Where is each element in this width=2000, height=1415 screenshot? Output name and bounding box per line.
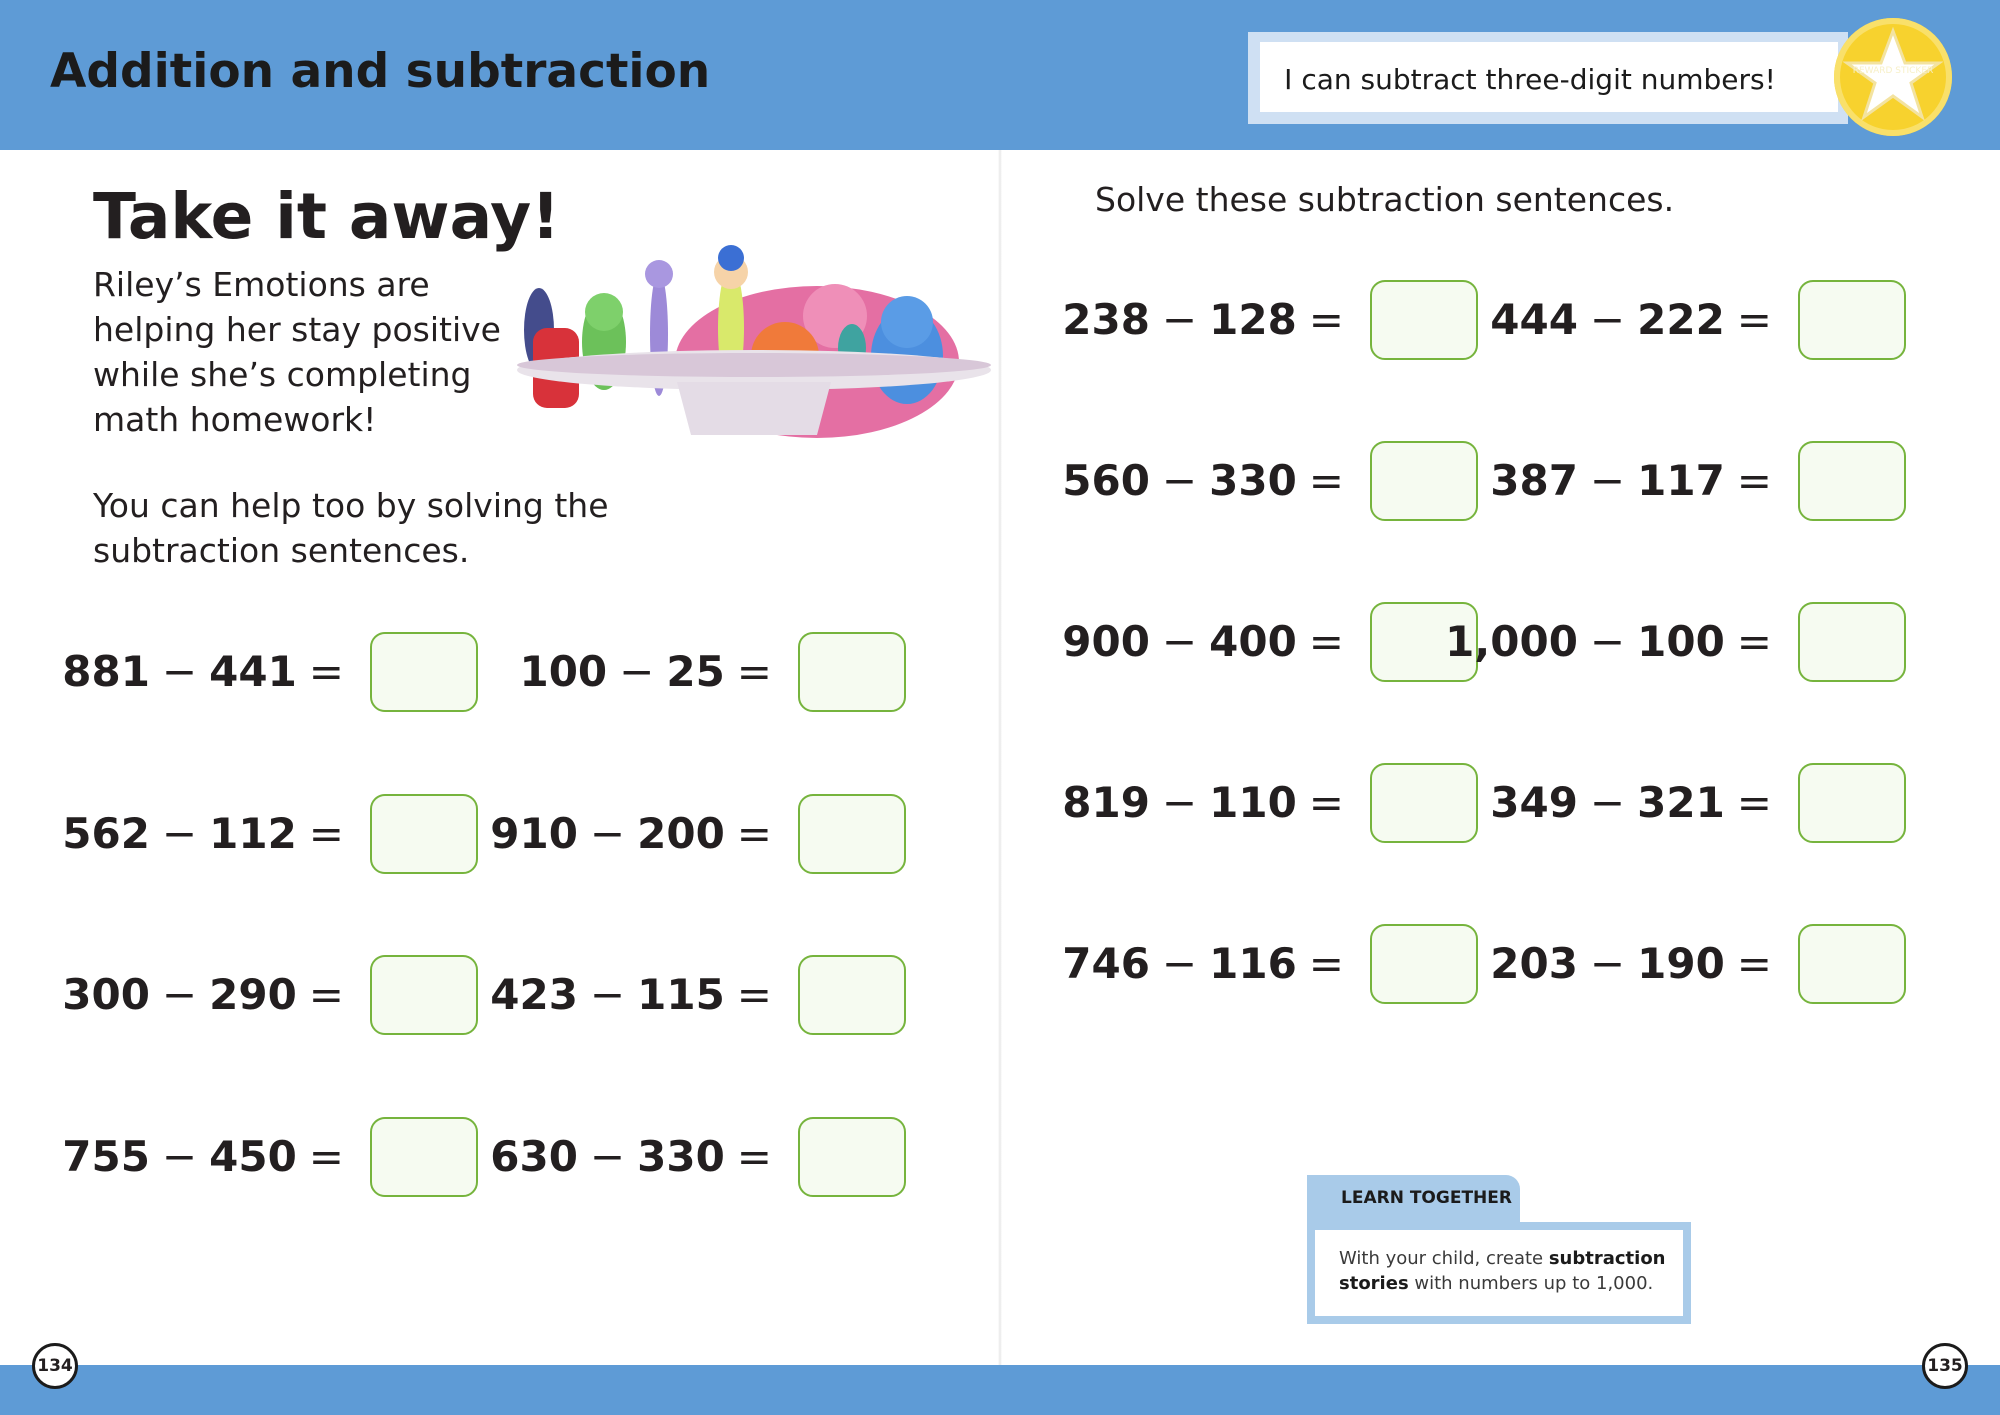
equation-text: 910 − 200 = (490, 809, 772, 858)
emotions-illustration (517, 230, 991, 440)
activity-title: Take it away! (93, 180, 560, 253)
learn-together-inner (1315, 1230, 1683, 1316)
page-gutter (998, 150, 1002, 1415)
equation-text: 560 − 330 = (1062, 456, 1344, 505)
equation-text: 300 − 290 = (62, 970, 344, 1019)
console-stand (677, 382, 831, 435)
equation-text: 562 − 112 = (62, 809, 344, 858)
equation-row (1062, 763, 1478, 843)
equation-row (1062, 602, 1478, 682)
equation-text: 238 − 128 = (1062, 295, 1344, 344)
equation-text: 349 − 321 = (1490, 778, 1772, 827)
equation-row (1062, 280, 1478, 360)
answer-box[interactable] (798, 794, 906, 874)
answer-box[interactable] (370, 794, 478, 874)
equation-row (478, 632, 906, 712)
intro-text-2: You can help too by solving the subtraction sentences. (93, 486, 609, 570)
instruction-text: Solve these subtraction sentences. (1095, 180, 1675, 219)
equation-row (1062, 924, 1478, 1004)
page-number-left: 134 (32, 1343, 78, 1389)
reward-sticker[interactable] (1834, 18, 1952, 136)
goal-text: I can subtract three-digit numbers! (1284, 63, 1776, 96)
answer-box[interactable] (370, 1117, 478, 1197)
answer-box[interactable] (798, 632, 906, 712)
equation-text: 1,000 − 100 = (1445, 617, 1772, 666)
equation-text: 755 − 450 = (62, 1132, 344, 1181)
answer-box[interactable] (798, 1117, 906, 1197)
learn-together-tab (1307, 1175, 1520, 1223)
answer-box[interactable] (1370, 280, 1478, 360)
equation-row (62, 632, 478, 712)
answer-box[interactable] (1798, 441, 1906, 521)
section-title: Addition and subtraction (50, 44, 711, 99)
footer-band (0, 1365, 2000, 1415)
equation-row (478, 955, 906, 1035)
equation-text: 746 − 116 = (1062, 939, 1344, 988)
equation-row (1062, 441, 1478, 521)
page-number-right: 135 (1922, 1343, 1968, 1389)
header-band (0, 0, 2000, 150)
learn-together-text: With your child, create subtraction stories with numbers up to 1,000. (1339, 1248, 1666, 1294)
goal-box-inner (1260, 42, 1838, 112)
equation-row (62, 794, 478, 874)
intro-text: Riley’s Emotions are helping her stay positive while she’s completing math homework! (93, 265, 501, 439)
equation-row (62, 955, 478, 1035)
equation-text: 900 − 400 = (1062, 617, 1344, 666)
goal-box (1248, 32, 1848, 124)
answer-box[interactable] (370, 955, 478, 1035)
answer-box[interactable] (1370, 763, 1478, 843)
answer-box[interactable] (798, 955, 906, 1035)
equation-row (1478, 280, 1906, 360)
equation-row (1445, 602, 1906, 682)
answer-box[interactable] (1798, 280, 1906, 360)
answer-box[interactable] (1798, 924, 1906, 1004)
equation-row (1478, 924, 1906, 1004)
equation-text: 423 − 115 = (490, 970, 772, 1019)
equation-row (478, 794, 906, 874)
answer-box[interactable] (1798, 602, 1906, 682)
learn-together-box (1307, 1222, 1691, 1324)
equation-text: 881 − 441 = (62, 647, 344, 696)
equation-text: 444 − 222 = (1490, 295, 1772, 344)
equation-row (1478, 441, 1906, 521)
answer-box[interactable] (1798, 763, 1906, 843)
answer-box[interactable] (1370, 924, 1478, 1004)
equation-text: 819 − 110 = (1062, 778, 1344, 827)
equation-text: 100 − 25 = (519, 647, 772, 696)
sticker-label: REWARD STICKER (1852, 66, 1934, 76)
equation-row (62, 1117, 478, 1197)
equation-text: 387 − 117 = (1490, 456, 1772, 505)
equation-row (1478, 763, 1906, 843)
equation-row (478, 1117, 906, 1197)
answer-box[interactable] (370, 632, 478, 712)
learn-together-label: LEARN TOGETHER (1341, 1188, 1512, 1208)
equation-text: 203 − 190 = (1490, 939, 1772, 988)
answer-box[interactable] (1370, 441, 1478, 521)
equation-text: 630 − 330 = (490, 1132, 772, 1181)
